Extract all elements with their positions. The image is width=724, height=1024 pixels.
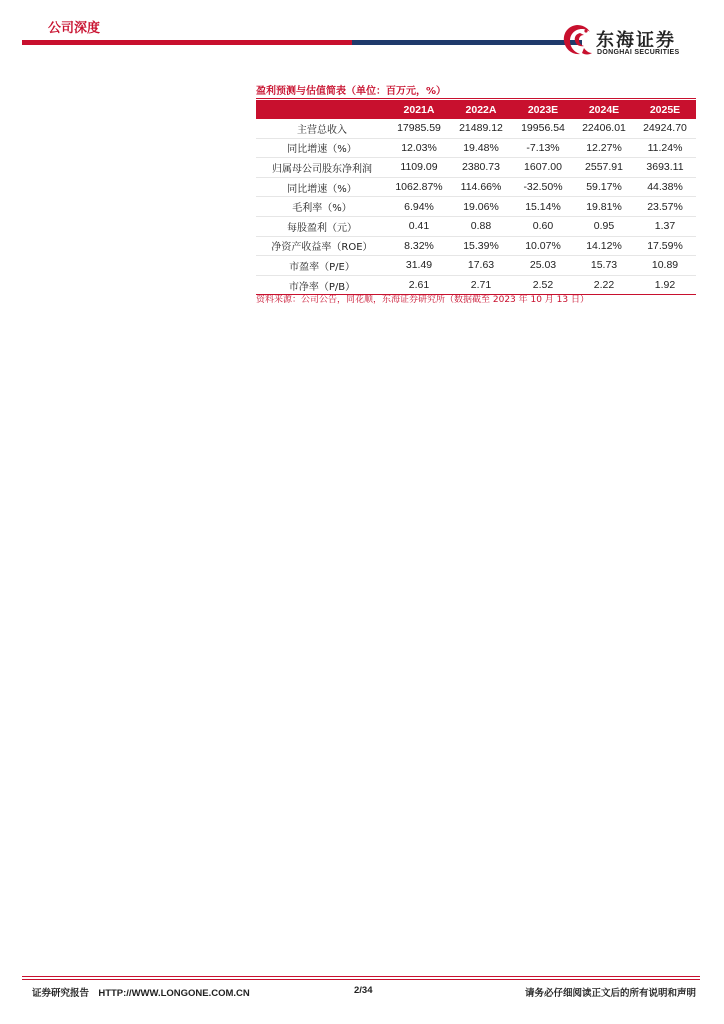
report-type: 证券研究报告 — [32, 988, 90, 999]
footer-rule — [22, 976, 700, 977]
table-cell: 19.81% — [574, 197, 634, 217]
table-cell: 24924.70 — [634, 119, 696, 138]
table-cell: 31.49 — [388, 256, 450, 276]
table-cell: 17.63 — [450, 256, 512, 276]
table-cell: 1062.87% — [388, 177, 450, 197]
logo-chinese-name: 东海证券 — [596, 30, 676, 51]
table-cell: 12.03% — [388, 138, 450, 158]
row-label: 同比增速（%） — [256, 138, 388, 158]
table-cell: 1607.00 — [512, 158, 574, 178]
table-cell: 1109.09 — [388, 158, 450, 178]
table-cell: 23.57% — [634, 197, 696, 217]
forecast-table — [256, 100, 696, 295]
table-cell: 8.32% — [388, 236, 450, 256]
footer-disclaimer: 请务必仔细阅读正文后的所有说明和声明 — [524, 988, 696, 999]
column-header: 2025E — [634, 100, 696, 119]
table-cell: 25.03 — [512, 256, 574, 276]
table-title: 盈利预测与估值简表（单位：百万元，%） — [256, 86, 447, 97]
table-cell: 17.59% — [634, 236, 696, 256]
table-cell: 22406.01 — [574, 119, 634, 138]
table-cell: 59.17% — [574, 177, 634, 197]
table-cell: 0.88 — [450, 216, 512, 236]
header-bar-navy — [352, 40, 582, 45]
row-label: 毛利率（%） — [256, 197, 388, 217]
table-cell: 114.66% — [450, 177, 512, 197]
row-label: 市净率（P/B） — [256, 275, 388, 295]
row-label: 同比增速（%） — [256, 177, 388, 197]
table-cell: 1.92 — [634, 275, 696, 295]
table-row — [256, 138, 696, 158]
table-cell: 14.12% — [574, 236, 634, 256]
table-cell: 19956.54 — [512, 119, 574, 138]
company-logo — [560, 22, 700, 60]
table-row — [256, 119, 696, 138]
dragon-logo-icon — [560, 22, 594, 58]
title-rule — [256, 98, 696, 99]
table-cell: 2.71 — [450, 275, 512, 295]
table-cell: -7.13% — [512, 138, 574, 158]
table-cell: 0.95 — [574, 216, 634, 236]
table-row — [256, 197, 696, 217]
row-label: 主营总收入 — [256, 119, 388, 138]
table-cell: 3693.11 — [634, 158, 696, 178]
table-cell: 2557.91 — [574, 158, 634, 178]
header-bar-red — [22, 40, 352, 45]
page-number: 2/34 — [354, 985, 373, 996]
row-label: 归属母公司股东净利润 — [256, 158, 388, 178]
table-row — [256, 236, 696, 256]
table-row — [256, 158, 696, 178]
row-label: 每股盈利（元） — [256, 216, 388, 236]
table-row — [256, 177, 696, 197]
table-cell: -32.50% — [512, 177, 574, 197]
logo-english-name: DONGHAI SECURITIES — [597, 49, 680, 56]
row-label: 市盈率（P/E） — [256, 256, 388, 276]
table-cell: 2.61 — [388, 275, 450, 295]
table-cell: 0.41 — [388, 216, 450, 236]
section-label: 公司深度 — [48, 21, 101, 36]
table-cell: 10.89 — [634, 256, 696, 276]
table-cell: 1.37 — [634, 216, 696, 236]
table-cell: 2.22 — [574, 275, 634, 295]
table-cell: 12.27% — [574, 138, 634, 158]
table-cell: 11.24% — [634, 138, 696, 158]
table-cell: 6.94% — [388, 197, 450, 217]
table-cell: 21489.12 — [450, 119, 512, 138]
table-cell: 15.73 — [574, 256, 634, 276]
table-cell: 15.14% — [512, 197, 574, 217]
table-row — [256, 256, 696, 276]
source-note: 资料来源：公司公告，同花顺，东海证券研究所（数据截至 2023 年 10 月 13 日） — [256, 295, 589, 305]
table-cell: 44.38% — [634, 177, 696, 197]
table-cell: 0.60 — [512, 216, 574, 236]
website-link[interactable]: HTTP://WWW.LONGONE.COM.CN — [98, 988, 250, 999]
table-cell: 2380.73 — [450, 158, 512, 178]
table-cell: 19.48% — [450, 138, 512, 158]
table-cell: 19.06% — [450, 197, 512, 217]
table-row — [256, 216, 696, 236]
table-cell: 10.07% — [512, 236, 574, 256]
table-cell: 15.39% — [450, 236, 512, 256]
table-cell: 2.52 — [512, 275, 574, 295]
row-label: 净资产收益率（ROE） — [256, 236, 388, 256]
footer-left — [32, 985, 250, 999]
column-header: 2021A — [388, 100, 450, 119]
column-header: 2022A — [450, 100, 512, 119]
table-header-row — [256, 100, 696, 119]
column-header: 2024E — [574, 100, 634, 119]
footer-rule-secondary — [22, 979, 700, 980]
column-header: 2023E — [512, 100, 574, 119]
column-header — [256, 100, 388, 119]
table-cell: 17985.59 — [388, 119, 450, 138]
